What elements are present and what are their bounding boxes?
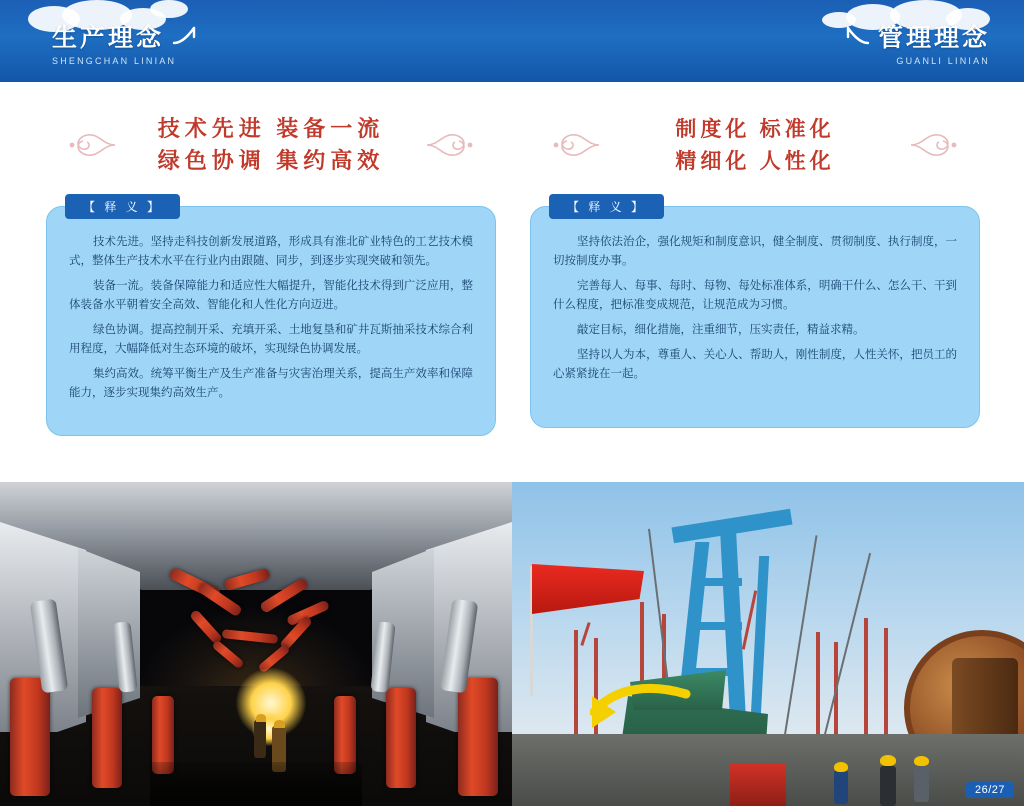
left-paragraph: 绿色协调。提高控制开采、充填开采、土地复垦和矿井瓦斯抽采技术综合利用程度，大幅降低对生态环境的破坏，实现绿色协调发展。 (69, 324, 473, 355)
right-paragraph: 坚持以人为本，尊重人、关心人、帮助人，刚性制度，人性关怀，把员工的心紧紧拢在一起。 (553, 349, 957, 380)
banner-title-left (52, 24, 198, 66)
right-slogan-line-2: 精细化 人性化 (675, 149, 835, 173)
right-paragraph: 敲定目标，细化措施，注重细节，压实责任，精益求精。 (577, 324, 865, 336)
banner-title-right-cn: 管理理念 (877, 24, 990, 52)
swoosh-icon (172, 25, 198, 47)
left-paragraph: 集约高效。统筹平衡生产及生产准备与灾害治理关系，提高生产效率和保障能力，逐步实现集约高效生产。 (69, 368, 473, 399)
top-banner (0, 0, 1024, 82)
shipyard-crane-photo (512, 482, 1024, 806)
right-explanation-card (530, 200, 980, 428)
left-slogan-line-1: 技术先进 装备一流 (157, 116, 385, 141)
worker (834, 770, 848, 804)
left-slogan-line-2: 绿色协调 集约高效 (157, 148, 385, 173)
ornament-icon (549, 127, 601, 163)
mine-tunnel-photo (0, 482, 512, 806)
left-card-tag: 【 释 义 】 (65, 194, 180, 219)
banner-subtitle-left: SHENGCHAN LINIAN (52, 56, 177, 66)
right-slogan (555, 98, 955, 192)
cloud-decoration (150, 0, 188, 18)
page-number: 26/27 (966, 782, 1014, 798)
worker (880, 766, 896, 806)
right-paragraph: 坚持依法治企，强化规矩和制度意识，健全制度、贯彻制度、执行制度，一切按制度办事。 (553, 236, 957, 267)
banner-title-left-cn: 生产理念 (52, 24, 165, 52)
page-content (0, 82, 1024, 482)
left-explanation-card (46, 200, 496, 436)
right-column (530, 82, 980, 428)
left-paragraph: 装备一流。装备保障能力和适应性大幅提升，智能化技术得到广泛应用，整体装备水平朝着安全高效、智能化和人性化方向迈进。 (69, 280, 473, 311)
ornament-icon (425, 127, 477, 163)
hardhat-icon (880, 755, 896, 766)
right-card-tag: 【 释 义 】 (549, 194, 664, 219)
left-slogan (71, 98, 471, 192)
right-slogan-line-1: 制度化 标准化 (675, 117, 835, 141)
hardhat-icon (914, 756, 929, 766)
photo-strip (0, 482, 1024, 806)
ornament-icon (65, 127, 117, 163)
hardhat-icon (834, 762, 848, 772)
banner-subtitle-right: GUANLI LINIAN (896, 56, 990, 66)
left-column (46, 82, 496, 436)
worker (914, 766, 929, 802)
left-paragraph: 技术先进。坚持走科技创新发展道路，形成具有淮北矿业特色的工艺技术模式，整体生产技术水平在行业内由跟随、同步，到逐步实现突破和领先。 (69, 236, 473, 267)
right-paragraph: 完善每人、每事、每时、每物、每处标准体系，明确干什么、怎么干、干到什么程度，把标准变成规范，让规范成为习惯。 (553, 280, 957, 311)
swoosh-icon (844, 25, 870, 47)
ornament-icon (909, 127, 961, 163)
banner-title-right (844, 24, 990, 66)
